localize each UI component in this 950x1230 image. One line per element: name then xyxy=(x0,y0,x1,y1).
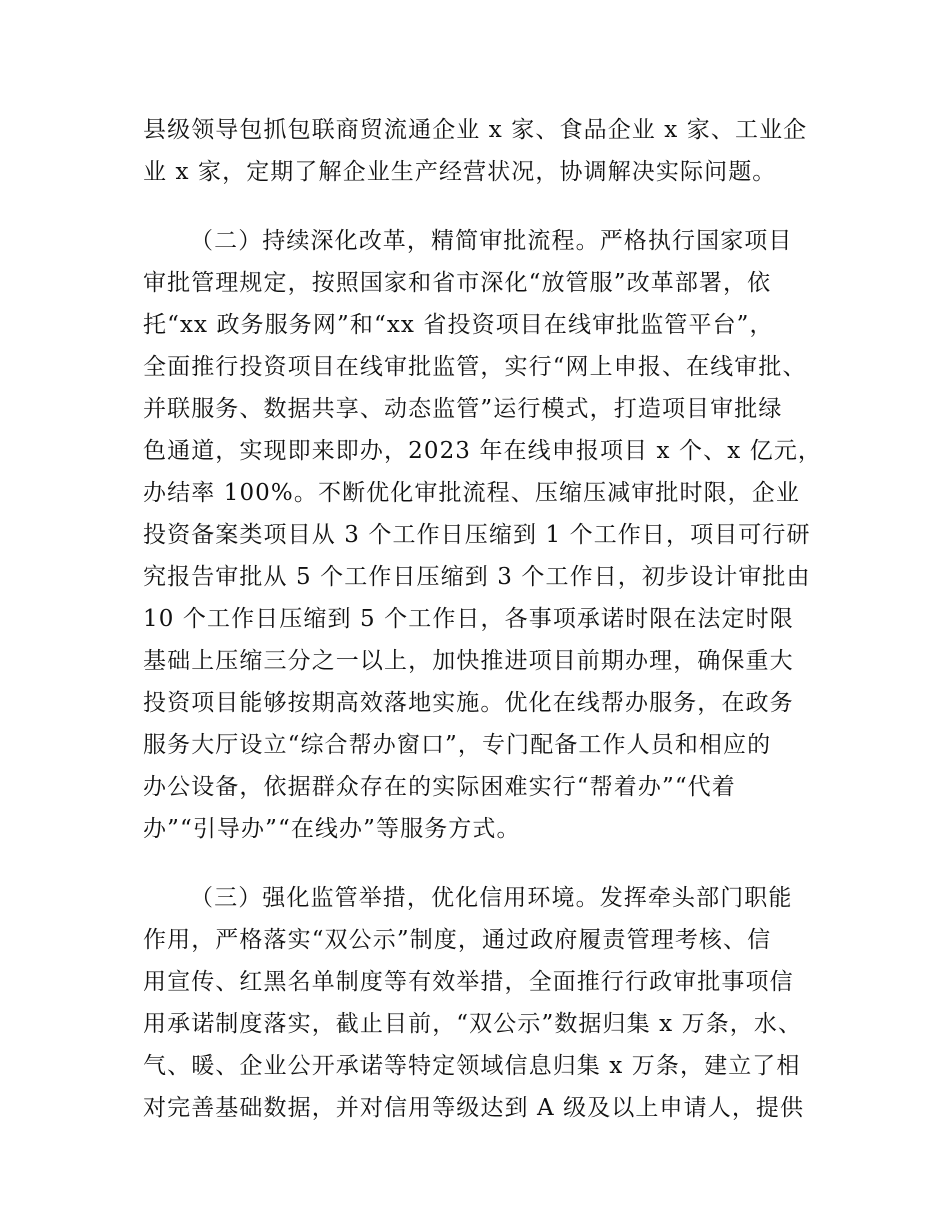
text-line: 究报告审批从 5 个工作日压缩到 3 个工作日，初步设计审批由 xyxy=(143,564,811,590)
text-line: 办结率 100%。不断优化审批流程、压缩压减审批时限，企业 xyxy=(143,480,800,506)
text-line: 10 个工作日压缩到 5 个工作日，各事项承诺时限在法定时限 xyxy=(143,606,794,632)
text-line: 办”“引导办”“在线办”等服务方式。 xyxy=(143,816,521,842)
section-heading-line: （三）强化监管举措，优化信用环境。发挥牵头部门职能 xyxy=(190,885,793,911)
text-line: 全面推行投资项目在线审批监管，实行“网上申报、在线审批、 xyxy=(143,354,807,380)
text-line: 办公设备，依据群众存在的实际困难实行“帮着办”“代着 xyxy=(143,774,736,800)
text-line: 投资备案类项目从 3 个工作日压缩到 1 个工作日，项目可行研 xyxy=(143,522,811,548)
text-line: 对完善基础数据，并对信用等级达到 A 级及以上申请人，提供 xyxy=(143,1095,805,1121)
text-line: 并联服务、数据共享、动态监管”运行模式，打造项目审批绿 xyxy=(143,396,783,422)
text-line: 用承诺制度落实，截止目前，“双公示”数据归集 x 万条，水、 xyxy=(143,1011,803,1037)
text-line: 托“xx 政务服务网”和“xx 省投资项目在线审批监管平台”， xyxy=(143,312,774,338)
section-heading-line: （二）持续深化改革，精简审批流程。严格执行国家项目 xyxy=(190,228,793,254)
text-line: 基础上压缩三分之一以上，加快推进项目前期办理，确保重大 xyxy=(143,648,794,674)
text-line: 县级领导包抓包联商贸流通企业 x 家、食品企业 x 家、工业企 xyxy=(143,117,808,143)
text-line: 气、暖、企业公开承诺等特定领域信息归集 x 万条，建立了相 xyxy=(143,1053,801,1079)
text-line: 用宣传、红黑名单制度等有效举措，全面推行行政审批事项信 xyxy=(143,969,794,995)
text-line: 业 x 家，定期了解企业生产经营状况，协调解决实际问题。 xyxy=(143,159,777,185)
text-line: 投资项目能够按期高效落地实施。优化在线帮办服务，在政务 xyxy=(143,690,794,716)
text-line: 服务大厅设立“综合帮办窗口”，专门配备工作人员和相应的 xyxy=(143,732,772,758)
text-line: 作用，严格落实“双公示”制度，通过政府履责管理考核、信 xyxy=(143,927,772,953)
text-line: 色通道，实现即来即办，2023 年在线申报项目 x 个、x 亿元， xyxy=(143,438,823,464)
text-line: 审批管理规定，按照国家和省市深化“放管服”改革部署，依 xyxy=(143,270,772,296)
